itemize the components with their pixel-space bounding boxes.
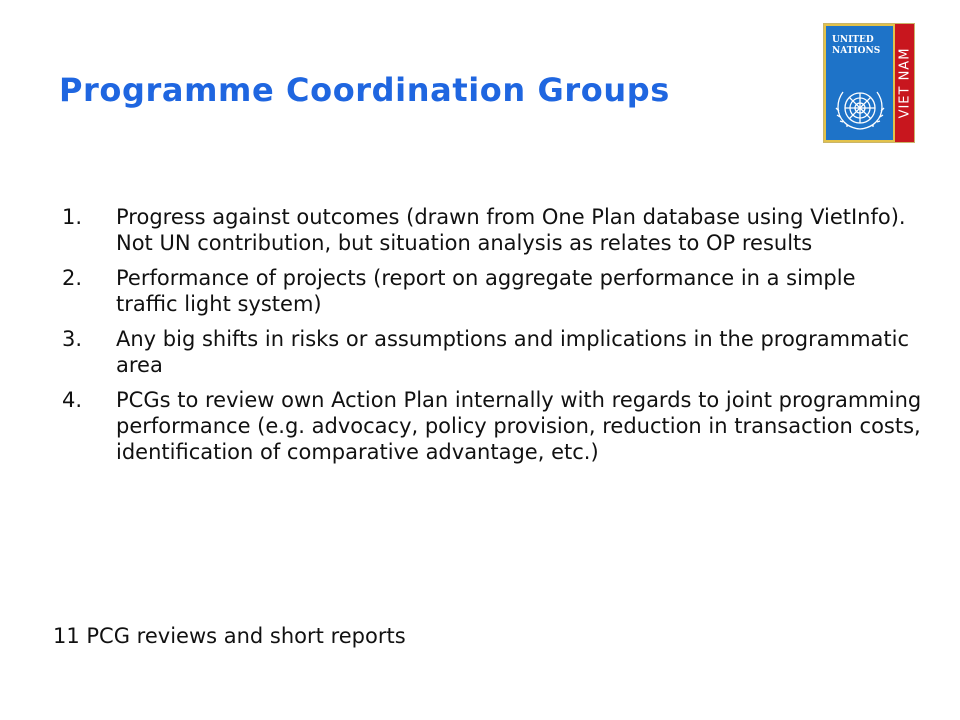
- list-item: [62, 387, 922, 465]
- list-item-number: 3.: [62, 327, 83, 351]
- list-item: [62, 265, 922, 317]
- list-item-text: Any big shifts in risks or assumptions and implications in the programmatic area: [116, 327, 910, 377]
- slide-title: Programme Coordination Groups: [59, 71, 670, 109]
- list-item: [62, 204, 922, 256]
- logo-blue-panel: [824, 24, 895, 142]
- list-item-number: 2.: [62, 266, 83, 290]
- logo-org-text: UNITED NATIONS: [832, 35, 881, 56]
- logo-country-text: VIET NAM: [897, 47, 912, 119]
- summary-text: 11 PCG reviews and short reports: [53, 624, 406, 648]
- un-emblem-icon: [833, 81, 887, 135]
- list-item-number: 4.: [62, 388, 83, 412]
- slide-content: [62, 204, 922, 474]
- list-item-text: Progress against outcomes (drawn from One Plan database using VietInfo). Not UN contribution, but situation analysis as relates to OP results: [116, 205, 906, 255]
- list-item-text: PCGs to review own Action Plan internally with regards to joint programming performance (e.g. advocacy, policy provision, reduction in transaction costs, identification of comparative advantage, etc.): [116, 388, 922, 464]
- agenda-list: [62, 204, 922, 465]
- list-item-number: 1.: [62, 205, 83, 229]
- list-item-text: Performance of projects (report on aggregate performance in a simple traffic light system): [116, 266, 856, 316]
- list-item: [62, 326, 922, 378]
- logo-red-panel: [895, 24, 914, 142]
- un-viet-nam-logo: [823, 23, 915, 143]
